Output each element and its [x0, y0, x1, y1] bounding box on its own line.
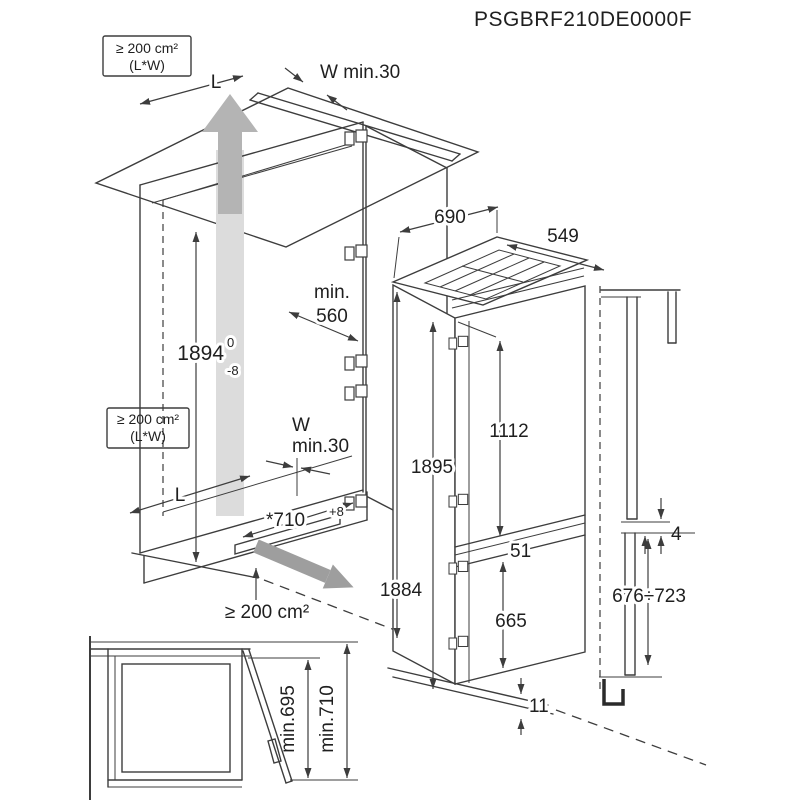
airflow-out-arrow-icon	[251, 534, 359, 599]
appliance-left-side	[393, 285, 455, 684]
svg-text:(L*W): (L*W)	[130, 428, 166, 444]
svg-text:665: 665	[495, 611, 527, 632]
svg-text:min.710: min.710	[317, 685, 338, 753]
top-vent-area-label	[103, 36, 191, 76]
floor-projection-dashed-right	[556, 710, 706, 765]
svg-text:4: 4	[671, 524, 682, 545]
svg-text:690: 690	[434, 207, 466, 228]
svg-text:51: 51	[510, 541, 532, 562]
svg-text:min.30: min.30	[292, 436, 350, 457]
vent-area-formula: (L*W)	[129, 57, 165, 73]
dim-panel-gap-4	[621, 498, 695, 554]
svg-text:≥ 200 cm²: ≥ 200 cm²	[116, 411, 180, 427]
svg-text:11: 11	[529, 696, 549, 717]
svg-text:W min.30: W min.30	[320, 62, 401, 83]
svg-text:+8: +8	[329, 504, 344, 519]
appliance-plan-body	[122, 664, 230, 772]
svg-text:1895: 1895	[410, 457, 454, 478]
appliance-front-view	[380, 207, 706, 765]
dim-rear-gap-mid	[266, 415, 349, 496]
svg-text:min.695: min.695	[278, 685, 299, 753]
svg-text:549: 549	[547, 226, 579, 247]
vent-area-value: ≥ 200 cm²	[115, 40, 179, 56]
svg-text:L: L	[210, 72, 222, 93]
dim-door-gap-51	[510, 541, 531, 562]
svg-text:676÷723: 676÷723	[612, 586, 686, 607]
dim-bottom-clearance-11	[521, 678, 549, 735]
svg-text:L: L	[174, 485, 186, 506]
svg-text:min.: min.	[314, 282, 350, 303]
plan-view-inset	[90, 636, 358, 800]
svg-text:W: W	[292, 415, 310, 436]
dim-total-depth-710	[317, 644, 347, 778]
mid-vent-area-label	[107, 408, 189, 448]
upper-decor-panel	[627, 297, 637, 519]
door-panel-side-view	[599, 286, 695, 704]
model-number-title: PSGBRF210DE0000F	[473, 8, 693, 31]
svg-text:≥ 200 cm²: ≥ 200 cm²	[224, 602, 310, 623]
svg-text:1884: 1884	[379, 580, 423, 601]
dim-lower-panel-676-723	[612, 539, 686, 665]
svg-text:560: 560	[316, 306, 348, 327]
dim-door-open-695	[278, 660, 308, 778]
upper-furniture-panel-stub	[668, 292, 676, 343]
svg-text:1112: 1112	[489, 421, 529, 442]
dim-niche-depth-560	[289, 282, 358, 341]
svg-text:*710: *710	[266, 510, 306, 531]
svg-text:-8: -8	[227, 363, 239, 378]
bottom-vent-label	[225, 568, 309, 623]
mounting-bracket	[604, 679, 623, 704]
svg-text:1894: 1894	[177, 342, 224, 365]
cabinet-plan-outline	[108, 649, 242, 787]
svg-text:0: 0	[227, 335, 235, 350]
